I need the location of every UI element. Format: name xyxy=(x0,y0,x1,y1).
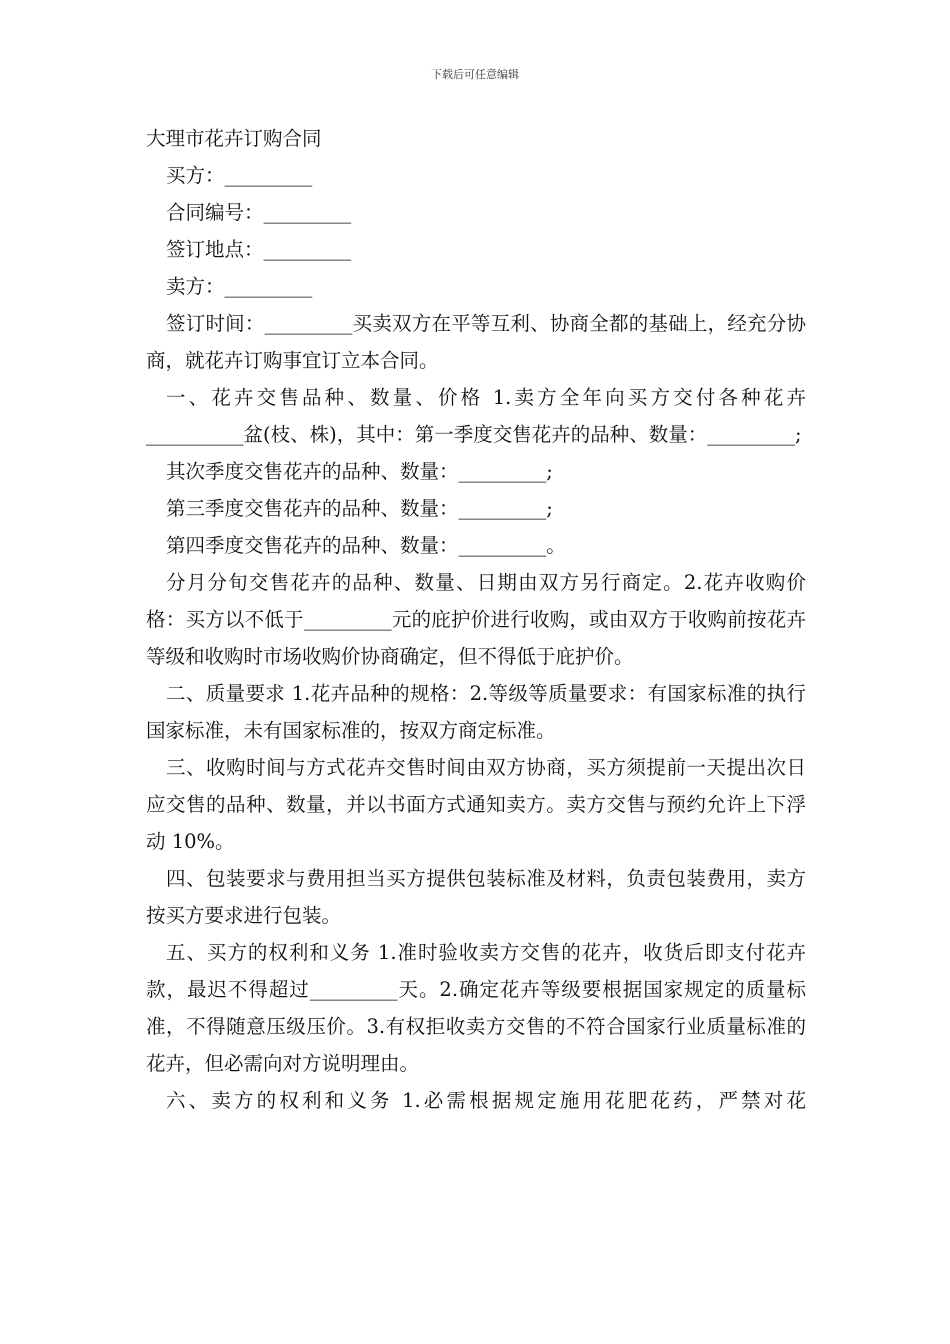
section-1-paragraph: 一、花卉交售品种、数量、价格 1.卖方全年向买方交付各种花卉__________盆(枝、株)，其中：第一季度交售花卉的品种、数量：_________; xyxy=(146,386,806,446)
page-header-note: 下载后可任意编辑 xyxy=(431,68,519,81)
signing-place-line: 签订地点：_________ xyxy=(166,238,352,261)
buyer-line: 买方：_________ xyxy=(166,164,313,187)
section-1-price-paragraph: 分月分旬交售花卉的品种、数量、日期由双方另行商定。2.花卉收购价格：买方以不低于_________元的庇护价进行收购，或由双方于收购前按花卉等级和收购时市场收购价协商确定，但不得低于庇护价。 xyxy=(146,571,806,668)
quarter-4-line: 第四季度交售花卉的品种、数量：_________。 xyxy=(166,534,566,557)
section-6-paragraph: 六、卖方的权利和义务 1.必需根据规定施用花肥花药，严禁对花 xyxy=(166,1089,806,1112)
quarter-3-line: 第三季度交售花卉的品种、数量：_________; xyxy=(166,497,553,520)
seller-line: 卖方：_________ xyxy=(166,275,313,298)
quarter-2-line: 其次季度交售花卉的品种、数量：_________; xyxy=(166,460,553,483)
document-body xyxy=(146,120,806,1119)
contract-number-line: 合同编号：_________ xyxy=(166,201,352,224)
section-4-paragraph: 四、包装要求与费用担当买方提供包装标准及材料，负责包装费用，卖方按买方要求进行包装。 xyxy=(146,867,806,927)
section-3-paragraph: 三、收购时间与方式花卉交售时间由双方协商，买方须提前一天提出次日应交售的品种、数量，并以书面方式通知卖方。卖方交售与预约允许上下浮动 10%。 xyxy=(146,756,806,853)
document-title: 大理市花卉订购合同 xyxy=(146,127,322,150)
section-2-paragraph: 二、质量要求 1.花卉品种的规格：2.等级等质量要求：有国家标准的执行国家标准，未有国家标准的，按双方商定标准。 xyxy=(146,682,806,742)
signing-time-paragraph: 签订时间：_________买卖双方在平等互利、协商全都的基础上，经充分协商，就花卉订购事宜订立本合同。 xyxy=(146,312,806,372)
section-5-paragraph: 五、买方的权利和义务 1.准时验收卖方交售的花卉，收货后即支付花卉款，最迟不得超过_________天。2.确定花卉等级要根据国家规定的质量标准，不得随意压级压价。3.有权拒收卖方交售的不符合国家行业质量标准的花卉，但必需向对方说明理由。 xyxy=(146,941,806,1075)
